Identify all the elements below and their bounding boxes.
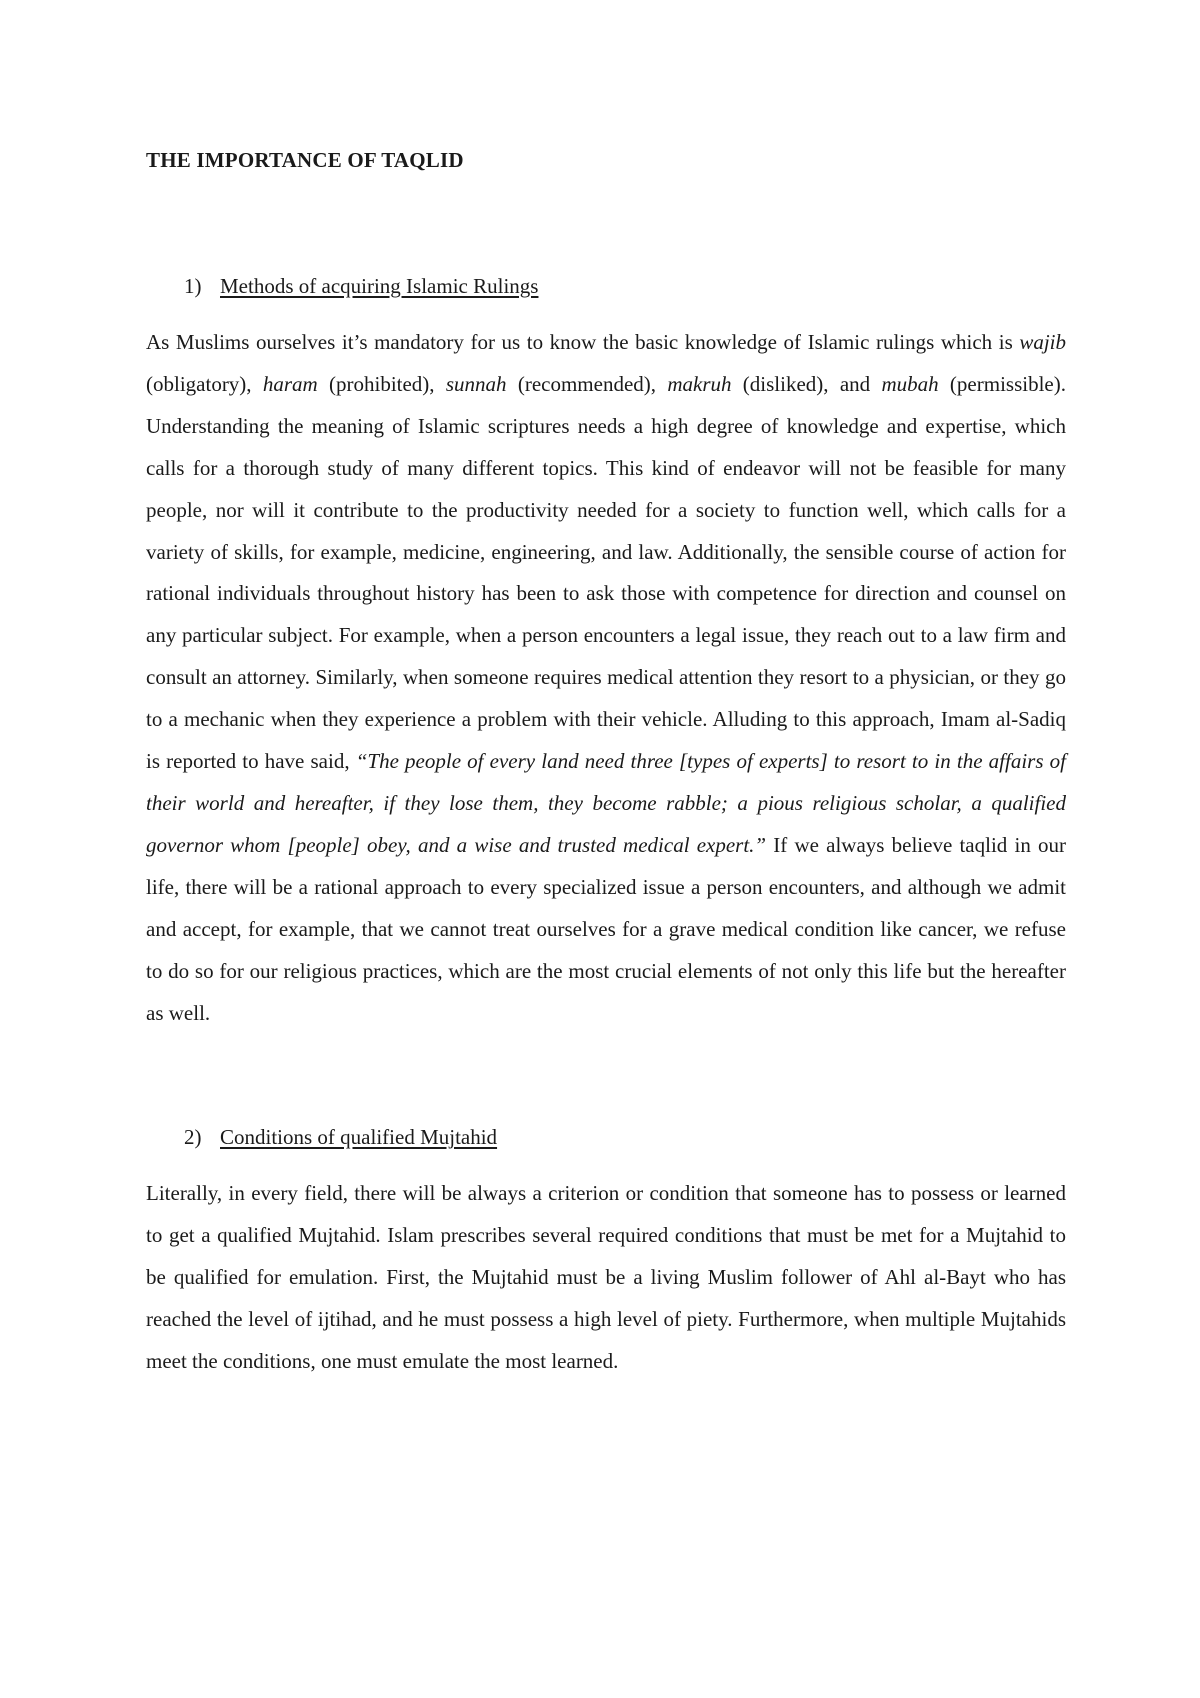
paragraph-methods [146, 322, 1066, 1034]
term-haram: haram [262, 371, 318, 396]
document-title: THE IMPORTANCE OF TAQLID [146, 148, 464, 172]
paragraph-text: (obligatory), [146, 371, 263, 396]
paragraph-text: (permissible). Understanding the meaning of Islamic scriptures needs a high degree of knowledge and expertise, which calls for a thorough study of many different topics. This kind of endeavor will not be feasible for many people, nor will it contribute to the productivity needed for a society to function well, which calls for a variety of skills, for example, medicine, engineering, and law. Additionally, the sensible course of action for rational individuals throughout history has been to ask those with competence for direction and counsel on any particular subject. For example, when a person encounters a legal issue, they reach out to a law firm and consult an attorney. Similarly, when someone requires medical attention they resort to a physician, or they go to a mechanic when they experience a problem with their vehicle. Alluding to this approach, Imam al-Sadiq is reported to have said, [146, 371, 1066, 774]
term-sunnah: sunnah [445, 371, 507, 396]
term-makruh: makruh [667, 371, 732, 396]
paragraph-text: As Muslims ourselves it’s mandatory for us to know the basic knowledge of Islamic rulings which is [146, 330, 1020, 354]
section-heading-conditions [146, 1121, 1066, 1153]
paragraph-text: (prohibited), [317, 371, 446, 396]
document-body [146, 144, 1066, 1383]
section-heading-text: Conditions of qualified Mujtahid [220, 1125, 498, 1150]
paragraph-conditions: Literally, in every field, there will be always a criterion or condition that someone has to possess or learned to get a qualified Mujtahid. Islam prescribes several required conditions that must be met for a Mujtahid to be qualified for emulation. First, the Mujtahid must be a living Muslim follower of Ahl al-Bayt who has reached the level of ijtihad, and he must possess a high level of piety. Furthermore, when multiple Mujtahids meet the conditions, one must emulate the most learned. [146, 1181, 1066, 1374]
paragraph-text: (disliked), and [731, 371, 882, 396]
paragraph-text: If we always believe taqlid in our life, there will be a rational approach to every specialized issue a person encounters, and although we admit and accept, for example, that we cannot treat ourselves for a grave medical condition like cancer, we refuse to do so for our religious practices, which are the most crucial elements of not only this life but the hereafter as well. [146, 832, 1066, 1025]
imam-quote: “The people of every land need three [types of experts] to resort to in the affairs of their world and hereafter, if they lose them, they become rabble; a pious religious scholar, a qualified governor whom [people] obey, and a wise and trusted medical expert.” [146, 749, 1066, 857]
section-heading-methods [146, 270, 1066, 302]
term-wajib: wajib [1019, 330, 1066, 354]
section-number: 2) [184, 1125, 202, 1150]
section-heading-text: Methods of acquiring Islamic Rulings [220, 274, 539, 298]
term-mubah: mubah [881, 371, 939, 396]
paragraph-text: (recommended), [506, 371, 668, 396]
section-number: 1) [184, 274, 202, 298]
